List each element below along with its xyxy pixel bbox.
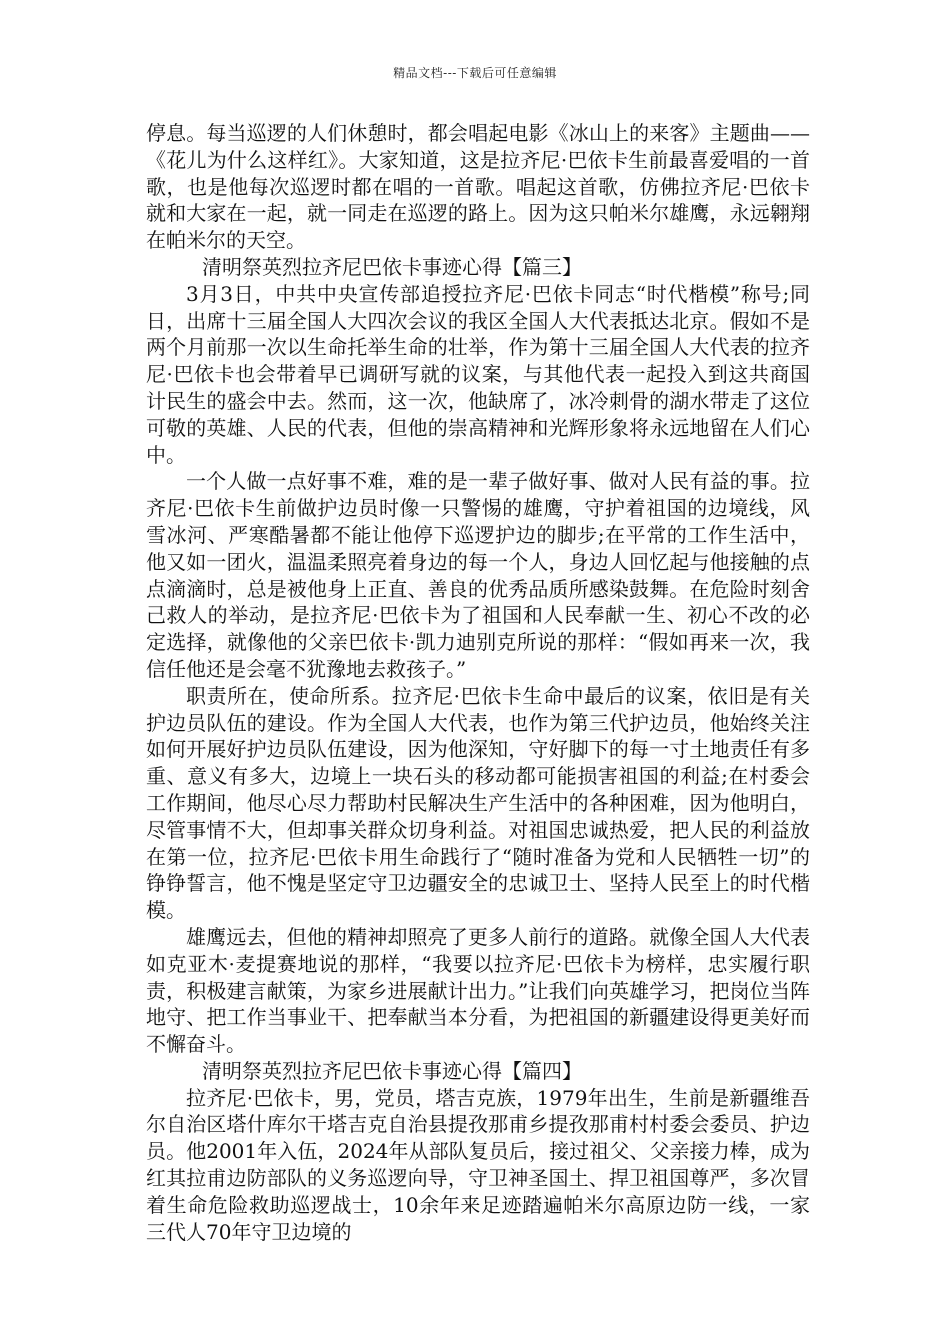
- document-body: [146, 120, 810, 1245]
- paragraph: 3月3日，中共中央宣传部追授拉齐尼·巴依卡同志“时代楷模”称号;同日，出席十三届全国人大四次会议的我区全国人大代表抵达北京。假如不是两个月前那一次以生命托举生命的壮举，作为第十三届全国人大代表的拉齐尼·巴依卡也会带着早已调研写就的议案，与其他代表一起投入到这共商国计民生的盛会中去。然而，这一次，他缺席了，冰冷刺骨的湖水带走了这位可敬的英雄、人民的代表，但他的崇高精神和光辉形象将永远地留在人们心中。: [146, 281, 810, 467]
- paragraph-continuation: 停息。每当巡逻的人们休憩时，都会唱起电影《冰山上的来客》主题曲——《花儿为什么这样红》。大家知道，这是拉齐尼·巴依卡生前最喜爱唱的一首歌，也是他每次巡逻时都在唱的一首歌。唱起这首歌，仿佛拉齐尼·巴依卡就和大家在一起，就一同走在巡逻的路上。因为这只帕米尔雄鹰，永远翱翔在帕米尔的天空。: [146, 121, 810, 253]
- section-heading-part-three: 清明祭英烈拉齐尼巴依卡事迹心得【篇三】: [202, 254, 582, 279]
- paragraph: 雄鹰远去，但他的精神却照亮了更多人前行的道路。就像全国人大代表如克亚木·麦提赛地说的那样，“我要以拉齐尼·巴依卡为榜样，忠实履行职责，积极建言献策，为家乡进展献计出力。”让我们向英雄学习，把岗位当阵地守、把工作当事业干、把奉献当本分看，为把祖国的新疆建设得更美好而不懈奋斗。: [146, 924, 810, 1057]
- paragraph: 一个人做一点好事不难，难的是一辈子做好事、做对人民有益的事。拉齐尼·巴依卡生前做护边员时像一只警惕的雄鹰，守护着祖国的边境线，风雪冰河、严寒酷暑都不能让他停下巡逻护边的脚步;在平常的工作生活中，他又如一团火，温温柔照亮着身边的每一个人，身边人回忆起与他接触的点点滴滴时，总是被他身上正直、善良的优秀品质所感染鼓舞。在危险时刻舍己救人的举动，是拉齐尼·巴依卡为了祖国和人民奉献一生、初心不改的必定选择，就像他的父亲巴依卡·凯力迪别克所说的那样：“假如再来一次，我信任他还是会毫不犹豫地去救孩子。”: [146, 469, 810, 681]
- paragraph: 职责所在，使命所系。拉齐尼·巴依卡生命中最后的议案，依旧是有关护边员队伍的建设。作为全国人大代表，也作为第三代护边员，他始终关注如何开展好护边员队伍建设，因为他深知，守好脚下的每一寸土地责任有多重、意义有多大，边境上一块石头的移动都可能损害祖国的利益;在村委会工作期间，他尽心尽力帮助村民解决生产生活中的各种困难，因为他明白，尽管事情不大，但却事关群众切身利益。对祖国忠诚热爱，把人民的利益放在第一位，拉齐尼·巴依卡用生命践行了“随时准备为党和人民牺牲一切”的铮铮誓言，他不愧是坚定守卫边疆安全的忠诚卫士、坚持人民至上的时代楷模。: [146, 683, 810, 923]
- header-note: 精品文档---下载后可任意编辑: [393, 66, 557, 80]
- paragraph: 拉齐尼·巴依卡，男，党员，塔吉克族，1979年出生，生前是新疆维吾尔自治区塔什库尔干塔吉克自治县提孜那甫乡提孜那甫村村委会委员、护边员。他2001年入伍，2024年从部队复员后，接过祖父、父亲接力棒，成为红其拉甫边防部队的义务巡逻向导，守卫神圣国土、捍卫祖国尊严，多次冒着生命危险救助巡逻战士，10余年来足迹踏遍帕米尔高原边防一线，一家三代人70年守卫边境的: [146, 1085, 810, 1244]
- section-heading-part-four: 清明祭英烈拉齐尼巴依卡事迹心得【篇四】: [202, 1058, 582, 1083]
